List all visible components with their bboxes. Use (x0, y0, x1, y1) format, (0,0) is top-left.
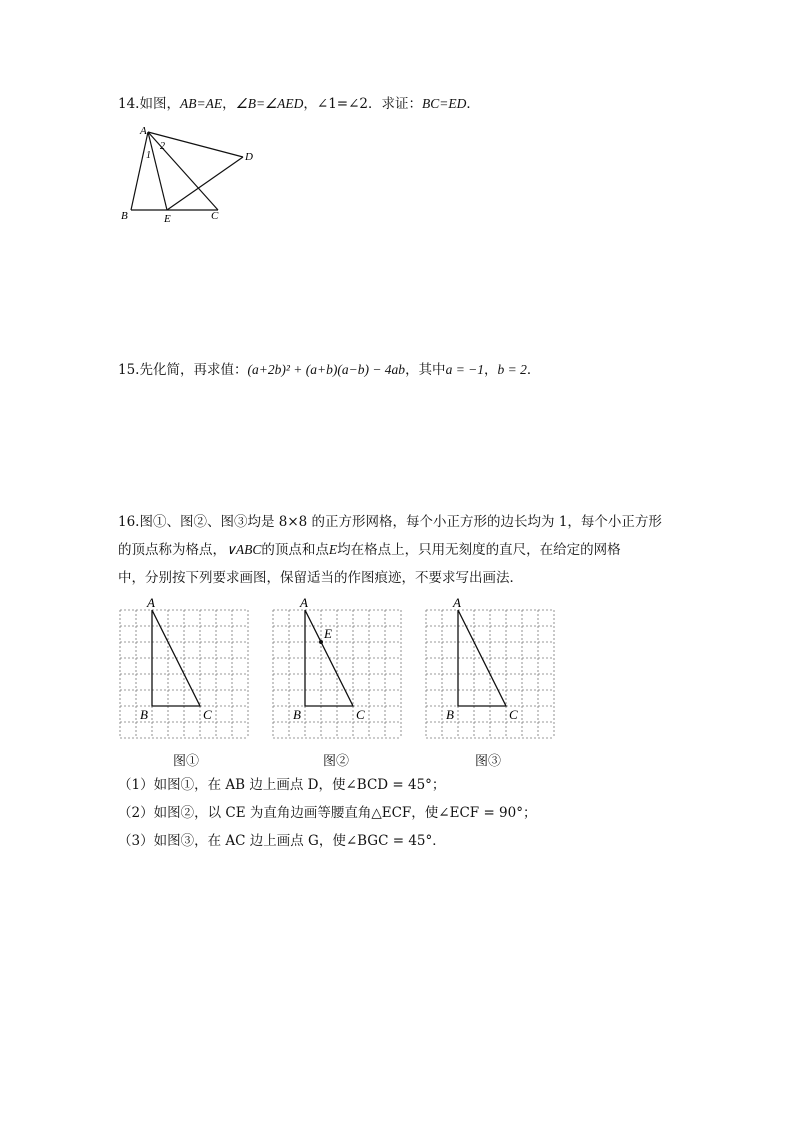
label-angle-1: 1 (146, 150, 151, 161)
label-a: A (147, 595, 155, 610)
q14-number: 14. (118, 96, 140, 112)
q15-expression: (a+2b)² + (a+b)(a−b) − 4ab (247, 362, 406, 377)
label-angle-2: 2 (160, 141, 165, 152)
q15-text: 先化简，再求值： (139, 362, 248, 378)
q16-line-2a: 的顶点称为格点， (118, 542, 226, 558)
q14-sep1: ， (222, 96, 236, 112)
q14-cond1: AB=AE (179, 96, 223, 111)
grid-figure-1 (112, 594, 257, 744)
label-c: C (203, 707, 212, 722)
segment-ab (131, 132, 148, 210)
q15-statement (118, 360, 540, 380)
q16-point-e: E (328, 542, 338, 557)
q15-number: 15. (118, 362, 140, 378)
caption-figure-2: 图② (322, 754, 349, 769)
q14-figure (112, 122, 262, 230)
q14-cond3: ∠1=∠2 (316, 96, 369, 112)
label-b: B (121, 210, 128, 222)
q16-part-3: （3）如图③，在 AC 边上画点 G，使∠BGC = 45°． (118, 833, 446, 849)
label-b: B (446, 707, 454, 722)
q14-statement (118, 94, 480, 114)
q16-line-3: 中，分别按下列要求画图，保留适当的作图痕迹，不要求写出画法． (118, 570, 523, 586)
label-a: A (140, 125, 147, 137)
label-c: C (509, 707, 518, 722)
q15-a-value: a = −1 (445, 362, 485, 377)
q15-where: ，其中 (405, 362, 446, 378)
segment-ed (167, 157, 243, 210)
label-c: C (356, 707, 365, 722)
label-c: C (211, 210, 219, 222)
q14-cond2: ∠B=∠AED (235, 96, 304, 111)
grid-figure-3 (418, 594, 563, 744)
q15-comma: ， (484, 362, 498, 378)
point-e-dot (319, 640, 323, 644)
caption-figure-3: 图③ (474, 754, 501, 769)
q16-line-2c: 均在格点上，只用无刻度的直尺，在给定的网格 (337, 542, 621, 558)
q14-prove-prefix: ．求证： (368, 96, 423, 112)
q16-line-2b: 的顶点和点 (261, 542, 329, 558)
label-e: E (324, 626, 332, 641)
q15-b-value: b = 2 (497, 362, 527, 377)
q14-prefix: 如图， (139, 96, 180, 112)
q14-sep2: ， (303, 96, 317, 112)
label-a: A (453, 595, 461, 610)
caption-figure-1: 图① (172, 754, 199, 769)
label-d: D (245, 151, 253, 163)
grid-figure-2 (265, 594, 410, 744)
label-e: E (164, 213, 171, 225)
q15-end: ． (526, 362, 541, 378)
q16-part-1: （1）如图①，在 AB 边上画点 D，使∠BCD = 45°； (118, 777, 446, 793)
label-b: B (293, 707, 301, 722)
q16-triangle: ∨ABC (226, 542, 262, 557)
label-b: B (140, 707, 148, 722)
q14-end: ． (466, 96, 480, 112)
q16-part-2: （2）如图②，以 CE 为直角边画等腰直角△ECF，使∠ECF = 90°； (118, 805, 537, 821)
q16-line-2 (118, 540, 621, 560)
q14-goal: BC=ED (422, 96, 467, 111)
q16-line-1: 16.图①、图②、图③均是 8×8 的正方形网格，每个小正方形的边长均为 1，每个小正方形 (118, 514, 662, 530)
label-a: A (300, 595, 308, 610)
